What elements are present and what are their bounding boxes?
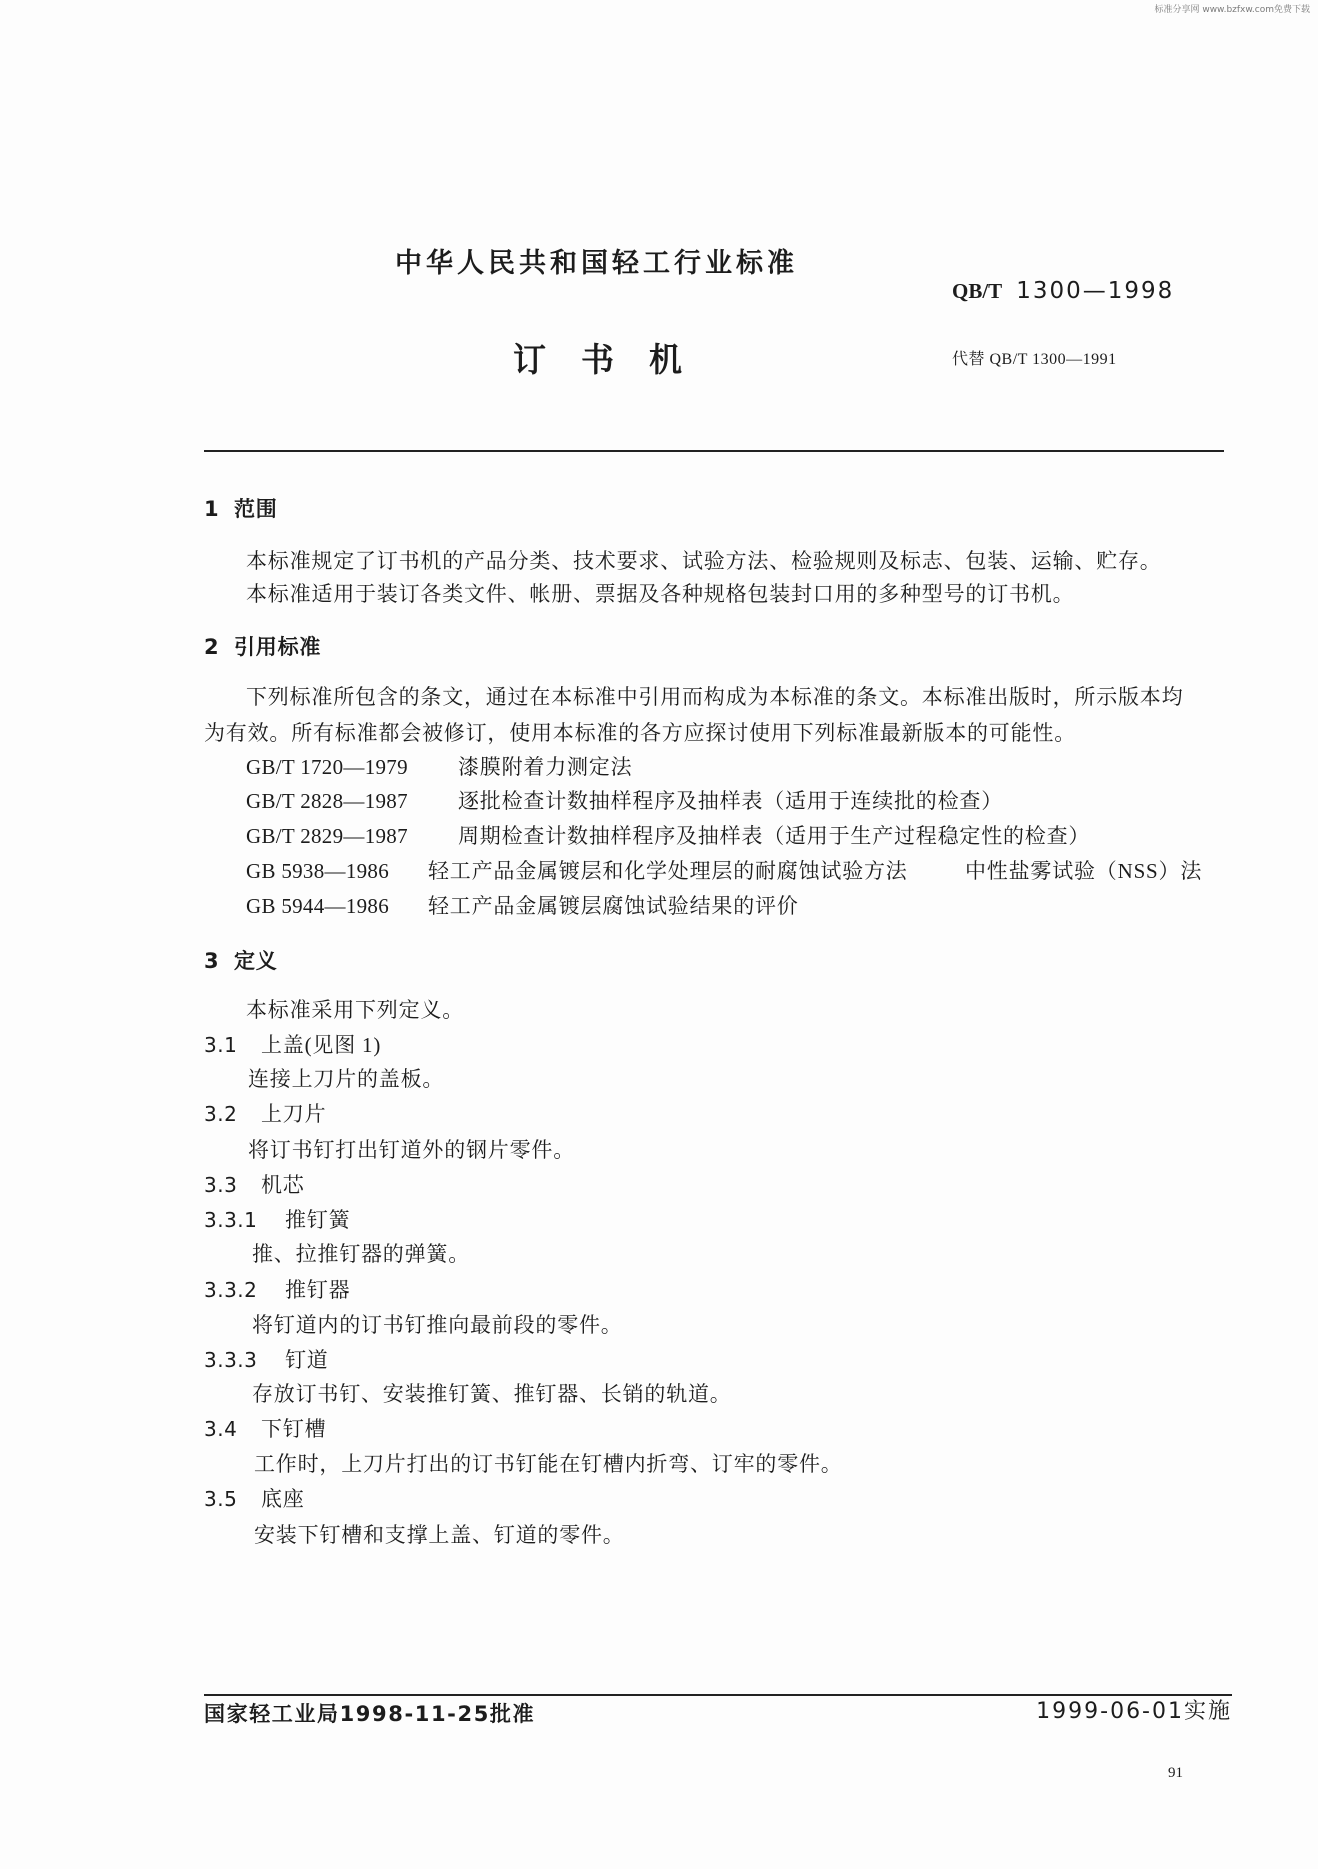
footer-rule: [204, 1694, 1232, 1696]
section-title: 范围: [234, 497, 278, 521]
reference-code: GB/T 1720—1979: [246, 755, 408, 779]
definition-number: 3.3: [204, 1173, 238, 1197]
section-number: 2: [204, 635, 220, 659]
reference-title: 轻工产品金属镀层和化学处理层的耐腐蚀试验方法: [428, 859, 908, 883]
definition-text: 连接上刀片的盖板。: [248, 1067, 445, 1091]
section-number: 1: [204, 497, 220, 521]
paragraph-line: 本标准采用下列定义。: [246, 998, 464, 1022]
definition-term: 上盖(见图 1): [261, 1033, 382, 1057]
definition-number: 3.3.1: [204, 1208, 258, 1232]
definition-text: 工作时，上刀片打出的订书钉能在钉槽内折弯、订牢的零件。: [254, 1452, 843, 1476]
standard-code-number: 1300—1998: [1016, 278, 1175, 304]
definition-number: 3.5: [204, 1487, 238, 1511]
standard-name: 订书机: [513, 340, 717, 379]
replaces-note: 代替 QB/T 1300—1991: [952, 351, 1117, 368]
paragraph-line: 本标准适用于装订各类文件、帐册、票据及各种规格包装封口用的多种型号的订书机。: [246, 582, 1075, 606]
definition-text: 安装下钉槽和支撑上盖、钉道的零件。: [254, 1523, 625, 1547]
definition-number: 3.3.3: [204, 1348, 258, 1372]
page-number: 91: [1168, 1765, 1183, 1781]
section-number: 3: [204, 949, 220, 973]
reference-code: GB 5938—1986: [246, 859, 390, 883]
section-title: 定义: [234, 949, 278, 973]
reference-code: GB 5944—1986: [246, 894, 390, 918]
definition-number: 3.2: [204, 1102, 238, 1126]
definition-text: 存放订书钉、安装推钉簧、推钉器、长销的轨道。: [252, 1382, 732, 1406]
section-title: 引用标准: [234, 635, 322, 659]
definition-number: 3.1: [204, 1033, 238, 1057]
definition-term: 上刀片: [261, 1102, 327, 1126]
reference-title: 逐批检查计数抽样程序及抽样表（适用于连续批的检查）: [458, 789, 1003, 813]
watermark-text: 标准分享网 www.bzfxw.com免费下载: [1154, 5, 1310, 15]
paragraph-line: 为有效。所有标准都会被修订，使用本标准的各方应探讨使用下列标准最新版本的可能性。: [204, 721, 1076, 745]
standard-code-prefix: QB/T: [952, 279, 1003, 303]
definition-text: 将订书钉打出钉道外的钢片零件。: [248, 1138, 575, 1162]
definition-text: 推、拉推钉器的弹簧。: [252, 1242, 470, 1266]
definition-term: 机芯: [261, 1173, 305, 1197]
standard-code: [952, 277, 1174, 305]
definition-term: 推钉器: [285, 1278, 351, 1302]
definition-term: 钉道: [285, 1348, 329, 1372]
definition-term: 推钉簧: [285, 1208, 351, 1232]
paragraph-line: 下列标准所包含的条文，通过在本标准中引用而构成为本标准的条文。本标准出版时，所示版本均: [246, 685, 1184, 709]
approval-note: 国家轻工业局1998-11-25批准: [204, 1702, 536, 1726]
reference-title: 轻工产品金属镀层腐蚀试验结果的评价: [428, 894, 799, 918]
definition-term: 下钉槽: [261, 1417, 327, 1441]
reference-title: 漆膜附着力测定法: [458, 755, 633, 779]
header-rule: [204, 450, 1224, 452]
reference-code: GB/T 2829—1987: [246, 824, 408, 848]
definition-number: 3.4: [204, 1417, 238, 1441]
definition-text: 将钉道内的订书钉推向最前段的零件。: [252, 1313, 623, 1337]
definition-term: 底座: [261, 1487, 305, 1511]
reference-code: GB/T 2828—1987: [246, 789, 408, 813]
definition-number: 3.3.2: [204, 1278, 258, 1302]
standard-category-title: 中华人民共和国轻工行业标准: [395, 248, 798, 279]
effective-date-note: 1999-06-01实施: [1036, 1699, 1232, 1724]
reference-title: 周期检查计数抽样程序及抽样表（适用于生产过程稳定性的检查）: [458, 824, 1091, 848]
reference-title-part: 中性盐雾试验（NSS）法: [965, 859, 1203, 883]
paragraph-line: 本标准规定了订书机的产品分类、技术要求、试验方法、检验规则及标志、包装、运输、贮存。: [246, 549, 1162, 573]
